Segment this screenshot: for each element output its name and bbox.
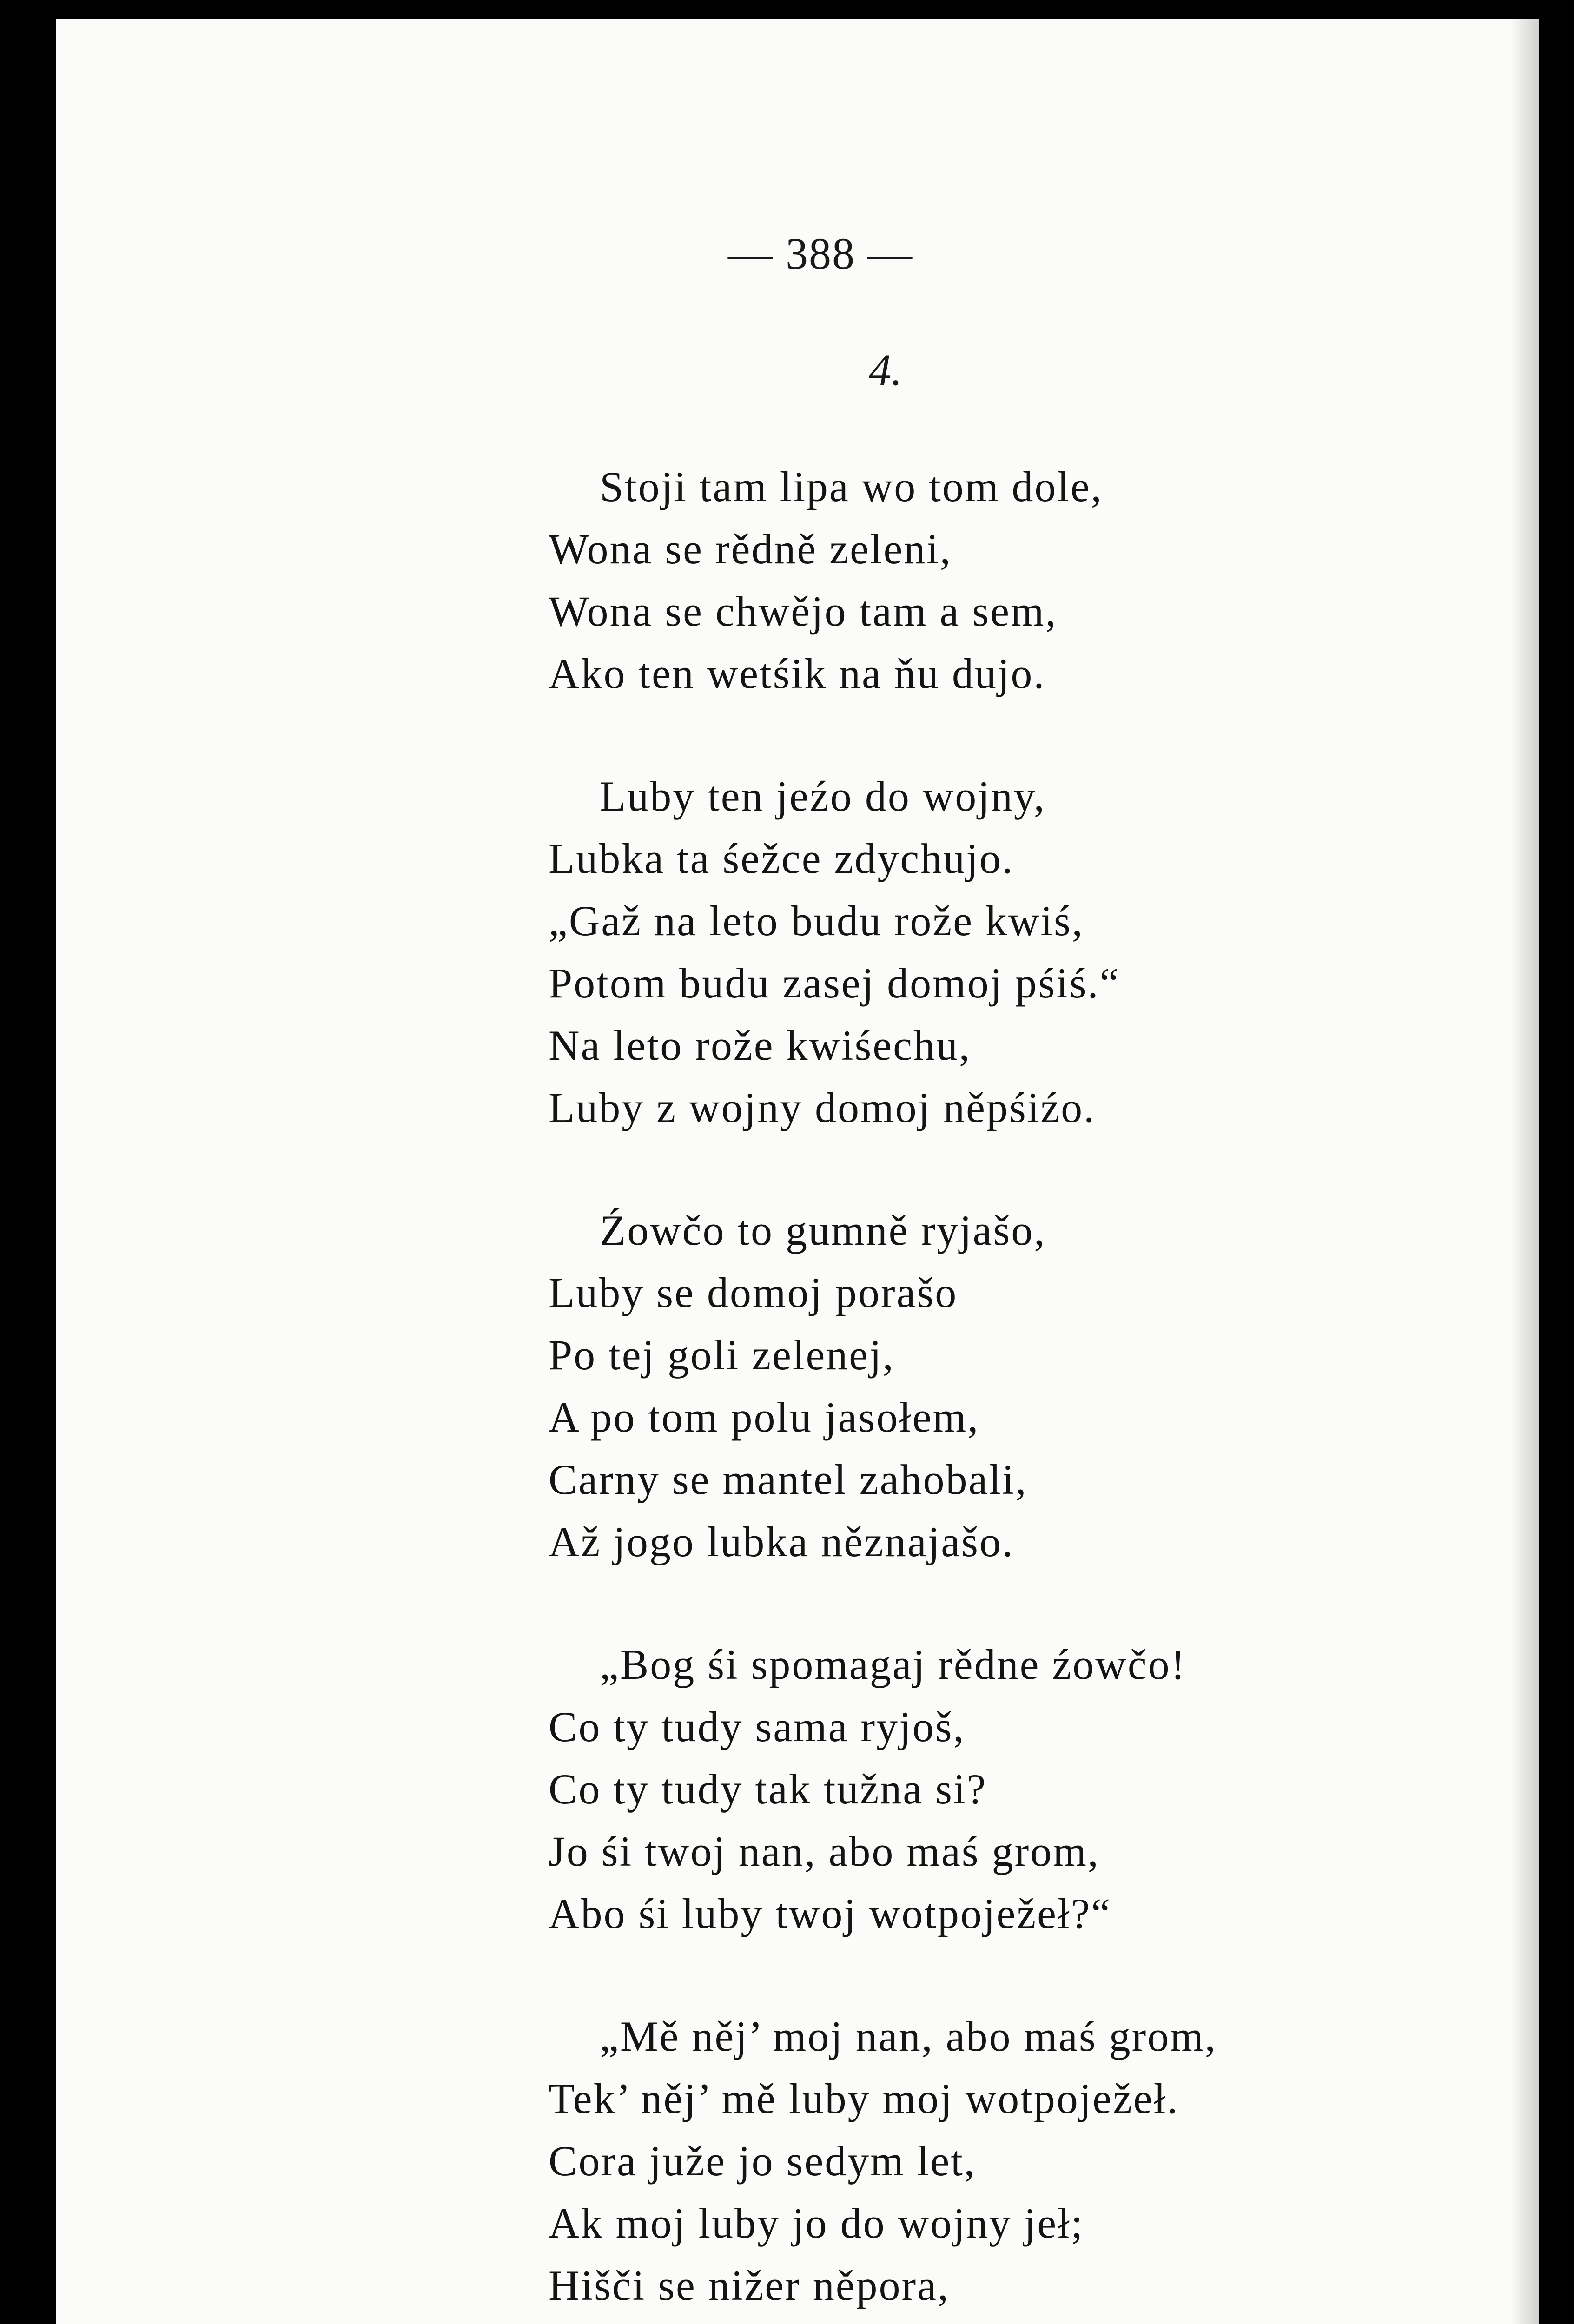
verse-line: Luby ten jeźo do wojny, — [600, 772, 1046, 820]
verse-line: Wona se chwějo tam a sem, — [549, 588, 1058, 635]
verse-line: Až jogo lubka něznajašo. — [549, 1518, 1014, 1565]
verse-line — [549, 2317, 1478, 2324]
stanza-3 — [549, 1199, 1478, 1573]
verse-line: Po tej goli zelenej, — [549, 1331, 895, 1379]
verse-line: A po tom polu jasołem, — [549, 1393, 980, 1441]
book-page — [56, 19, 1539, 2324]
poem-number: 4. — [869, 345, 902, 395]
verse-line: Jo śi twoj nan, abo maś grom, — [549, 1828, 1100, 1875]
verse-line: Wona se rědně zeleni, — [549, 525, 952, 573]
stanza-1 — [549, 456, 1478, 705]
verse-line: Ak moj luby jo do wojny jeł; — [549, 2199, 1085, 2247]
verse-line: Abo śi luby twoj wotpoježeł?“ — [549, 1890, 1112, 1937]
verse-line: Stoji tam lipa wo tom dole, — [600, 463, 1103, 510]
verse-line: Co ty tudy tak tužna si? — [549, 1765, 987, 1813]
stanza-5 — [549, 2005, 1478, 2324]
verse-line: Cora juže jo sedym let, — [549, 2137, 976, 2185]
page-number: — 388 — — [728, 229, 913, 278]
stanza-4 — [549, 1633, 1478, 1945]
verse-line: Co ty tudy sama ryjoš, — [549, 1703, 966, 1750]
verse-line: Potom budu zasej domoj pśiś.“ — [549, 959, 1120, 1007]
stanza-2 — [549, 765, 1478, 1139]
verse-line: Źowčo to gumně ryjašo, — [600, 1207, 1046, 1254]
verse-line: „Gaž na leto budu rože kwiś, — [549, 897, 1084, 944]
verse-line: Tek’ něj’ mě luby moj wotpoježeł. — [549, 2075, 1179, 2122]
verse-line: Ako ten wetśik na ňu dujo. — [549, 650, 1046, 697]
verse-line: Na leto rože kwiśechu, — [549, 1022, 972, 1069]
verse-line: „Mě něj’ moj nan, abo maś grom, — [600, 2013, 1217, 2060]
verse-line: Luby se domoj porašo — [549, 1269, 958, 1316]
poem-body — [549, 456, 1478, 2324]
verse-line: Lubka ta śežce zdychujo. — [549, 835, 1014, 882]
verse-line: Carny se mantel zahobali, — [549, 1456, 1028, 1503]
verse-line: Hišči se nižer něpora, — [549, 2262, 950, 2309]
verse-line: „Bog śi spomagaj rědne źowčo! — [600, 1641, 1187, 1688]
verse-line: Luby z wojny domoj něpśiźo. — [549, 1084, 1096, 1131]
